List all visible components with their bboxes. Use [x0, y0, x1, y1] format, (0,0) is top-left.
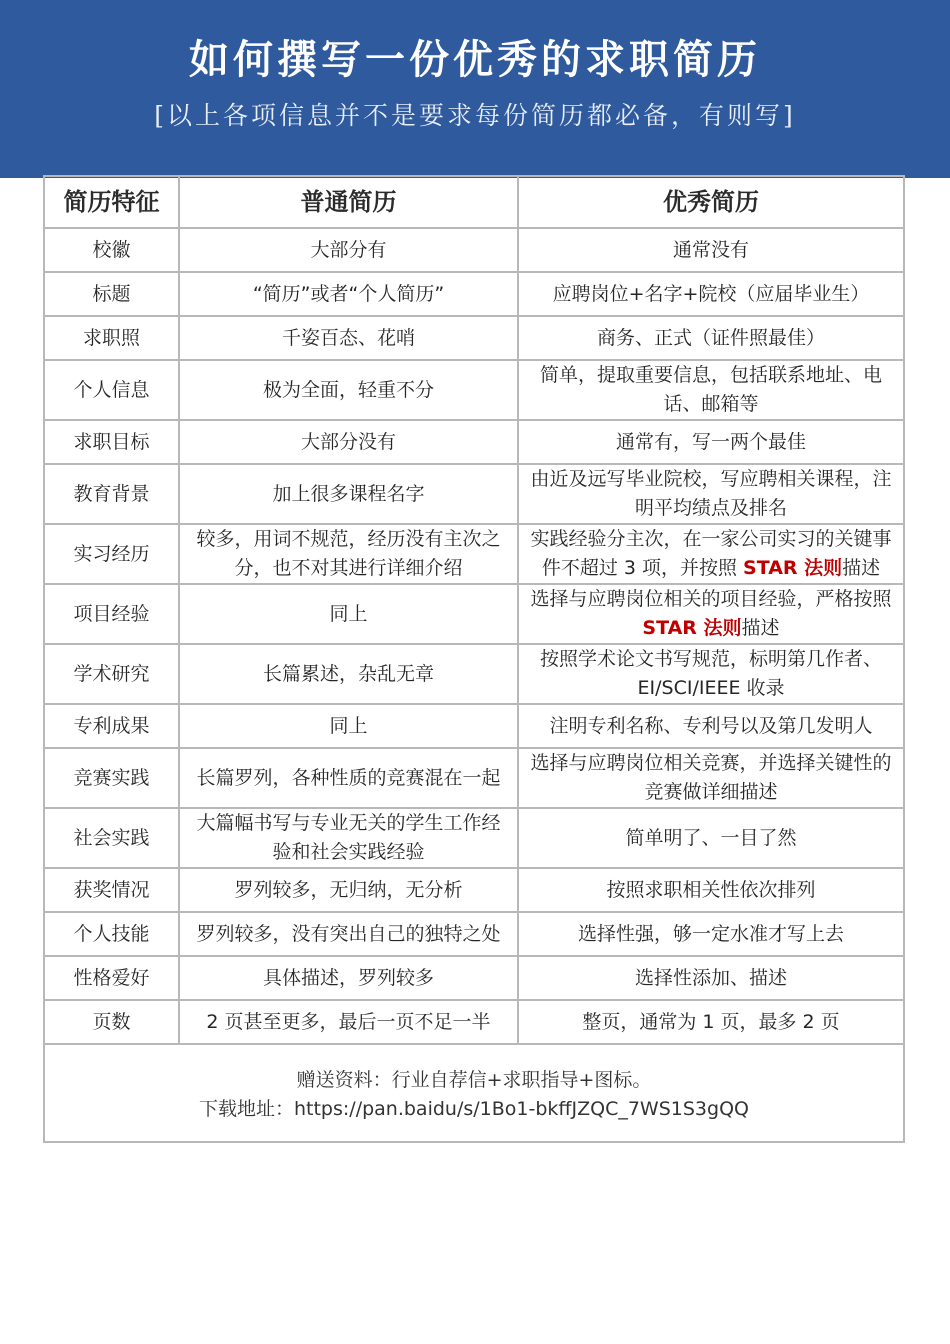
table-row [44, 272, 904, 316]
feature-cell: 获奖情况 [44, 868, 179, 912]
footer-cell [44, 1044, 904, 1142]
normal-cell: 罗列较多，没有突出自己的独特之处 [179, 912, 518, 956]
excellent-cell: 整页，通常为 1 页，最多 2 页 [518, 1000, 904, 1044]
excellent-cell: 选择与应聘岗位相关竞赛，并选择关键性的竞赛做详细描述 [518, 748, 904, 808]
star-method-highlight: STAR 法则 [642, 617, 742, 639]
table-row [44, 912, 904, 956]
excellent-cell: 注明专利名称、专利号以及第几发明人 [518, 704, 904, 748]
normal-cell: 长篇罗列，各种性质的竞赛混在一起 [179, 748, 518, 808]
normal-cell: 较多，用词不规范，经历没有主次之分，也不对其进行详细介绍 [179, 524, 518, 584]
feature-cell: 个人技能 [44, 912, 179, 956]
feature-cell: 专利成果 [44, 704, 179, 748]
normal-cell: 同上 [179, 584, 518, 644]
feature-cell: 教育背景 [44, 464, 179, 524]
header-excellent: 优秀简历 [518, 176, 904, 228]
feature-cell: 求职照 [44, 316, 179, 360]
table-header-row [44, 176, 904, 228]
excellent-cell: 应聘岗位+名字+院校（应届毕业生） [518, 272, 904, 316]
footer-gift-text: 赠送资料：行业自荐信+求职指导+图标。 [296, 1069, 652, 1091]
table-row [44, 748, 904, 808]
normal-cell: 极为全面，轻重不分 [179, 360, 518, 420]
excellent-text: 选择与应聘岗位相关的项目经验，严格按照 [530, 588, 892, 610]
star-method-highlight: STAR 法则 [743, 557, 843, 579]
table-row [44, 360, 904, 420]
footer-row [44, 1044, 904, 1142]
excellent-text-end: 描述 [842, 557, 881, 579]
normal-cell: 千姿百态、花哨 [179, 316, 518, 360]
table-row [44, 420, 904, 464]
normal-cell: 大部分有 [179, 228, 518, 272]
excellent-cell: 按照学术论文书写规范，标明第几作者、EI/SCI/IEEE 收录 [518, 644, 904, 704]
header-banner [0, 0, 950, 178]
excellent-cell: 由近及远写毕业院校，写应聘相关课程，注明平均绩点及排名 [518, 464, 904, 524]
normal-cell: “简历”或者“个人简历” [179, 272, 518, 316]
feature-cell: 学术研究 [44, 644, 179, 704]
excellent-text: 实践经验分主次，在一家公司实习的关键事件不超过 3 项，并按照 [530, 528, 892, 579]
normal-cell: 罗列较多，无归纳，无分析 [179, 868, 518, 912]
feature-cell: 校徽 [44, 228, 179, 272]
table-row [44, 1000, 904, 1044]
feature-cell: 个人信息 [44, 360, 179, 420]
table-row [44, 808, 904, 868]
excellent-cell: 通常没有 [518, 228, 904, 272]
excellent-cell: 选择性强，够一定水准才写上去 [518, 912, 904, 956]
page-title: 如何撰写一份优秀的求职简历 [189, 36, 761, 83]
table-row [44, 584, 904, 644]
normal-cell: 长篇累述，杂乱无章 [179, 644, 518, 704]
table-row [44, 956, 904, 1000]
feature-cell: 求职目标 [44, 420, 179, 464]
feature-cell: 实习经历 [44, 524, 179, 584]
normal-cell: 2 页甚至更多，最后一页不足一半 [179, 1000, 518, 1044]
feature-cell: 标题 [44, 272, 179, 316]
table-row [44, 464, 904, 524]
table-row [44, 644, 904, 704]
normal-cell: 大部分没有 [179, 420, 518, 464]
normal-cell: 具体描述，罗列较多 [179, 956, 518, 1000]
table-row [44, 524, 904, 584]
excellent-text-end: 描述 [741, 617, 780, 639]
excellent-cell: 简单明了、一目了然 [518, 808, 904, 868]
excellent-cell: 选择性添加、描述 [518, 956, 904, 1000]
excellent-cell: 通常有，写一两个最佳 [518, 420, 904, 464]
feature-cell: 社会实践 [44, 808, 179, 868]
feature-cell: 竞赛实践 [44, 748, 179, 808]
excellent-cell [518, 584, 904, 644]
table-row [44, 228, 904, 272]
normal-cell: 加上很多课程名字 [179, 464, 518, 524]
feature-cell: 项目经验 [44, 584, 179, 644]
header-feature: 简历特征 [44, 176, 179, 228]
excellent-cell [518, 524, 904, 584]
footer-download-link[interactable]: 下载地址：https://pan.baidu/s/1Bo1-bkffJZQC_7WS1S3gQQ [198, 1098, 749, 1120]
normal-cell: 同上 [179, 704, 518, 748]
excellent-cell: 按照求职相关性依次排列 [518, 868, 904, 912]
feature-cell: 页数 [44, 1000, 179, 1044]
normal-cell: 大篇幅书写与专业无关的学生工作经验和社会实践经验 [179, 808, 518, 868]
header-normal: 普通简历 [179, 176, 518, 228]
table-row [44, 316, 904, 360]
feature-cell: 性格爱好 [44, 956, 179, 1000]
excellent-cell: 简单，提取重要信息，包括联系地址、电话、邮箱等 [518, 360, 904, 420]
resume-comparison-table [43, 175, 905, 1143]
excellent-cell: 商务、正式（证件照最佳） [518, 316, 904, 360]
table-row [44, 868, 904, 912]
page-subtitle: [以上各项信息并不是要求每份简历都必备，有则写] [154, 101, 796, 130]
table-row [44, 704, 904, 748]
